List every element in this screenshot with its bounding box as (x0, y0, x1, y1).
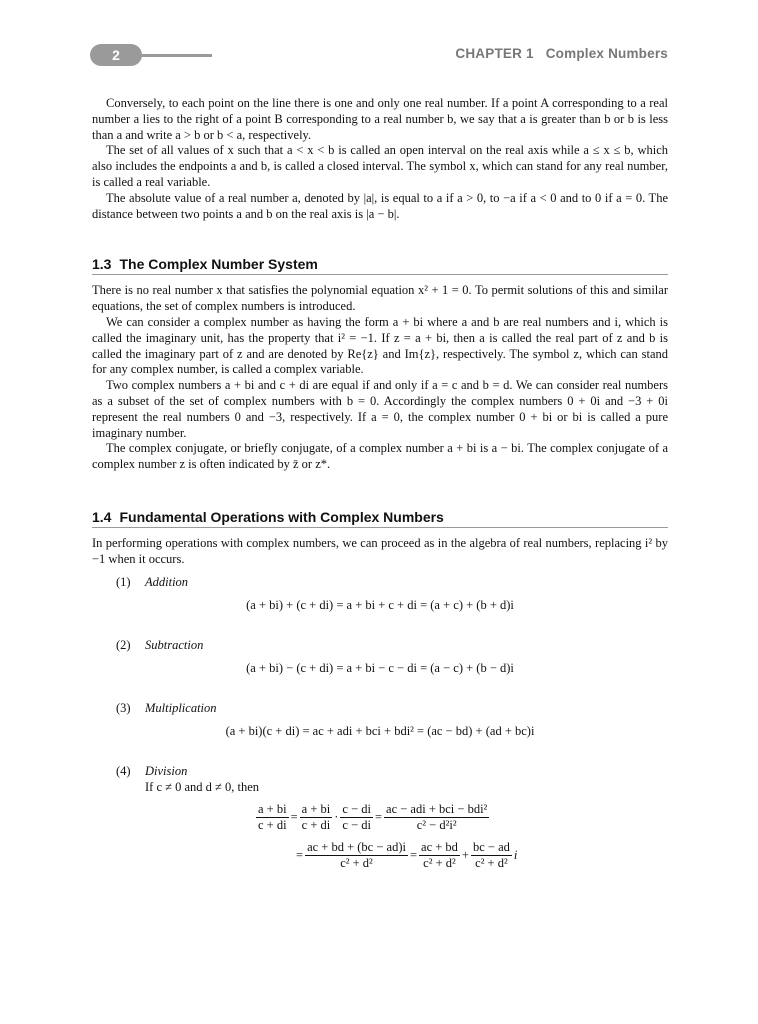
operation-addition (116, 574, 668, 590)
denominator: c − di (342, 818, 371, 833)
operation-division (116, 763, 668, 779)
operation-name: Division (145, 763, 188, 778)
equation-subtraction: (a + bi) − (c + di) = a + bi − c − di = (a − c) + (b − d)i (246, 660, 514, 675)
intro-paragraph-3: The absolute value of a real number a, denoted by |a|, is equal to a if a > 0, to −a if a < 0 and to 0 if a = 0. The distance between two points a and b on the real axis is |a − b|. (92, 190, 668, 221)
operation-number: (1) (116, 574, 131, 589)
operation-name: Addition (145, 574, 189, 589)
numerator: a + bi (301, 802, 331, 817)
operation-name: Subtraction (145, 637, 204, 652)
page-header (90, 44, 668, 68)
section-number: 1.3 (92, 256, 112, 273)
division-line-2 (92, 837, 668, 875)
denominator: c² + d² (340, 856, 373, 871)
operation-number: (2) (116, 637, 131, 652)
denominator: c + di (258, 818, 287, 833)
equals-sign: = (290, 810, 298, 825)
denominator: c² − d²i² (416, 818, 457, 833)
section-title: Fundamental Operations with Complex Numbers (119, 508, 444, 525)
header-rule (140, 54, 212, 57)
operation-number: (4) (116, 763, 131, 778)
section-1-3-paragraph-1: There is no real number x that satisfies the polynomial equation x² + 1 = 0. To permit solutions of this and similar equations, the set of complex numbers is introduced. (92, 283, 668, 314)
equals-sign: = (296, 848, 304, 863)
page-number-badge: 2 (90, 44, 142, 66)
operation-name: Multiplication (145, 700, 217, 715)
fraction (384, 802, 489, 833)
equals-sign: = (409, 848, 418, 863)
division-line-1 (92, 799, 668, 837)
section-1-3-paragraph-2: We can consider a complex number as having the form a + bi where a and b are real numbers and i, which is called the imaginary unit, has the property that i² = −1. If z = a + bi, then a is called the real part of z and b is called the imaginary part of z and are denoted by Re{z} and Im{z}, respectively. The symbol z, which can stand for any complex number, is called a complex variable. (92, 314, 668, 377)
fraction (300, 802, 333, 833)
operation-multiplication (116, 700, 668, 716)
operation-subtraction (116, 637, 668, 653)
fraction (305, 840, 408, 871)
section-number: 1.4 (92, 508, 112, 525)
section-1-3-paragraph-3: Two complex numbers a + bi and c + di are equal if and only if a = c and b = d. We can consider real numbers as a subset of the set of complex numbers with b = 0. Accordingly the complex numbers 0 + 0i and −3 + 0i represent the real numbers 0 and −3, respectively. If a = 0, the complex number 0 + bi or bi is called a pure imaginary number. (92, 378, 668, 440)
numerator: a + bi (258, 802, 287, 817)
section-heading-1-4 (92, 509, 668, 528)
numerator: ac − adi + bci − bdi² (386, 802, 488, 817)
section-1-4-paragraph-1: In performing operations with complex numbers, we can proceed as in the algebra of real numbers, replacing i² by −1 when it occurs. (92, 535, 668, 566)
denominator: c² + d² (475, 856, 508, 871)
chapter-title: Complex Numbers (545, 46, 668, 61)
division-condition: If c ≠ 0 and d ≠ 0, then (145, 779, 260, 794)
numerator: ac + bd (421, 840, 458, 855)
multiply-dot: · (334, 810, 339, 825)
running-head (455, 46, 668, 61)
fraction (419, 840, 460, 871)
numerator: ac + bd + (bc − ad)i (307, 840, 406, 855)
page-body (92, 96, 668, 875)
section-title: The Complex Number System (119, 256, 318, 273)
fraction (256, 802, 289, 833)
equation-addition: (a + bi) + (c + di) = a + bi + c + di = (a + c) + (b + d)i (246, 597, 514, 612)
chapter-label: CHAPTER 1 (455, 46, 534, 61)
denominator: c + di (301, 818, 331, 833)
intro-paragraph-1: Conversely, to each point on the line there is one and only one real number. If a point A corresponding to a real number a lies to the right of a point B corresponding to a real number b, we say that a is greater than b or b is less than a and write a > b or b < a, respectively. (92, 96, 668, 142)
operation-number: (3) (116, 700, 131, 715)
denominator: c² + d² (423, 856, 456, 871)
equals-sign: = (374, 810, 383, 825)
numerator: c − di (342, 802, 371, 817)
equation-multiplication: (a + bi)(c + di) = ac + adi + bci + bdi² = (ac − bd) + (ad + bc)i (225, 723, 535, 738)
imaginary-unit: i (513, 848, 518, 863)
numerator: bc − ad (472, 840, 510, 855)
plus-sign: + (461, 848, 469, 863)
intro-paragraph-2: The set of all values of x such that a < x < b is called an open interval on the real axis while a ≤ x ≤ b, which also includes the endpoints a and b, is called a closed interval. The symbol x, which can stand for any real number, is called a real variable. (92, 143, 668, 189)
section-1-3-paragraph-4: The complex conjugate, or briefly conjugate, of a complex number a + bi is a − bi. The complex conjugate of a complex number z is often indicated by z̄ or z*. (92, 441, 668, 472)
fraction (471, 840, 512, 871)
section-heading-1-3 (92, 256, 668, 275)
fraction (340, 802, 373, 833)
